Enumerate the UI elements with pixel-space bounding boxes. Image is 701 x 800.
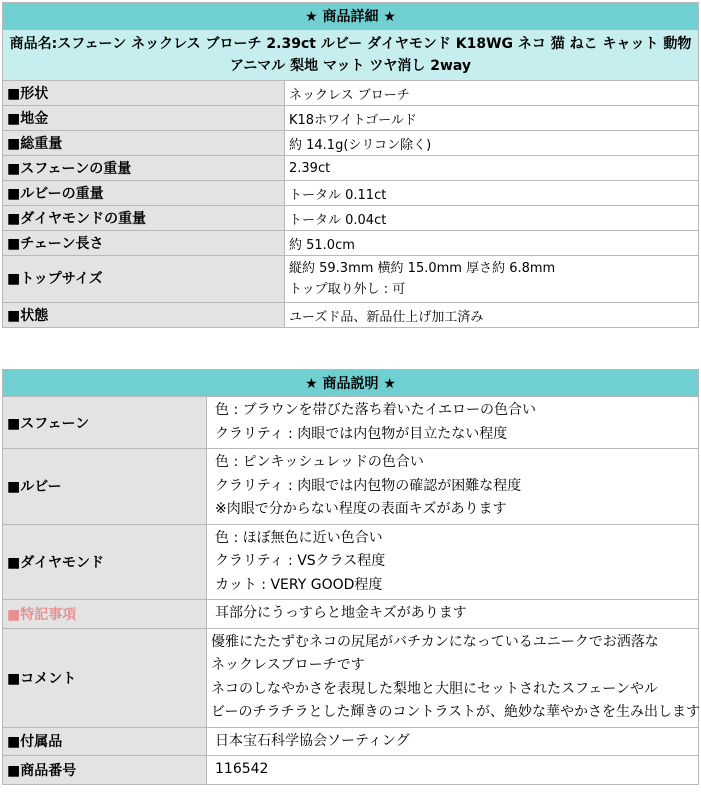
ruby-label: ■ルビー (3, 449, 207, 525)
comment-line: ネックレスブローチです (211, 657, 365, 673)
total-weight-label: ■総重量 (3, 131, 285, 156)
product-description-table (2, 369, 699, 785)
comment-line: 優雅にたたずむネコの尻尾がバチカンになっているユニークでお洒落な (211, 633, 659, 650)
diamond-cut: カット : VERY GOOD程度 (215, 576, 383, 593)
diamond-label: ■ダイヤモンド (3, 524, 207, 600)
product-name: 商品名:スフェーン ネックレス ブローチ 2.39ct ルビー ダイヤモンド K18WG ネコ 猫 ねこ キャット 動物 アニマル 梨地 マット ツヤ消し 2way (3, 30, 699, 81)
ruby-color: 色 : ピンキッシュレッドの色合い (215, 454, 424, 470)
top-size-dimensions: 縦約 59.3mm 横約 15.0mm 厚さ約 6.8mm (289, 261, 556, 276)
chain-length-label: ■チェーン長さ (3, 231, 285, 256)
diamond-clarity: クラリティ : VSクラス程度 (215, 553, 386, 569)
sphene-weight-value: 2.39ct (285, 156, 699, 181)
item-number-label: ■商品番号 (3, 756, 207, 785)
comment-text (207, 628, 699, 727)
diamond-weight-label: ■ダイヤモンドの重量 (3, 206, 285, 231)
sphene-clarity: クラリティ : 肉眼では内包物が目立たない程度 (215, 425, 508, 442)
metal-label: ■地金 (3, 106, 285, 131)
ruby-weight-label: ■ルビーの重量 (3, 181, 285, 206)
comment-label: ■コメント (3, 628, 207, 727)
metal-value: K18ホワイトゴールド (285, 106, 699, 131)
chain-length-value: 約 51.0cm (285, 231, 699, 256)
top-removable: トップ取り外し : 可 (289, 282, 406, 297)
details-header: ★ 商品詳細 ★ (3, 3, 699, 30)
item-number-value: 116542 (207, 756, 699, 785)
sphene-weight-label: ■スフェーンの重量 (3, 156, 285, 181)
shape-value: ネックレス ブローチ (285, 81, 699, 106)
ruby-description (207, 449, 699, 525)
condition-label: ■状態 (3, 303, 285, 328)
accessories-value: 日本宝石科学協会ソーティング (207, 727, 699, 756)
comment-line: ネコのしなやかさを表現した梨地と大胆にセットされたスフェーンやル (211, 680, 659, 697)
special-notes-label: ■特記事項 (3, 600, 207, 629)
ruby-note: ※肉眼で分からない程度の表面キズがあります (215, 501, 507, 517)
sphene-label: ■スフェーン (3, 397, 207, 449)
comment-line: ビーのチラチラとした輝きのコントラストが、絶妙な華やかさを生み出します (211, 704, 701, 720)
top-size-value (285, 256, 699, 303)
diamond-description (207, 524, 699, 600)
condition-value: ユーズド品、新品仕上げ加工済み (285, 303, 699, 328)
shape-label: ■形状 (3, 81, 285, 106)
ruby-clarity: クラリティ : 肉眼では内包物の確認が困難な程度 (215, 477, 522, 494)
diamond-color: 色 : ほぼ無色に近い色合い (215, 529, 383, 546)
description-header: ★ 商品説明 ★ (3, 370, 699, 397)
ruby-weight-value: トータル 0.11ct (285, 181, 699, 206)
product-details-table (2, 2, 699, 328)
special-notes-value: 耳部分にうっすらと地金キズがあります (207, 600, 699, 629)
sphene-description (207, 397, 699, 449)
top-size-label: ■トップサイズ (3, 256, 285, 303)
sphene-color: 色 : ブラウンを帯びた落ち着いたイエローの色合い (215, 402, 537, 418)
diamond-weight-value: トータル 0.04ct (285, 206, 699, 231)
accessories-label: ■付属品 (3, 727, 207, 756)
total-weight-value: 約 14.1g(シリコン除く) (285, 131, 699, 156)
